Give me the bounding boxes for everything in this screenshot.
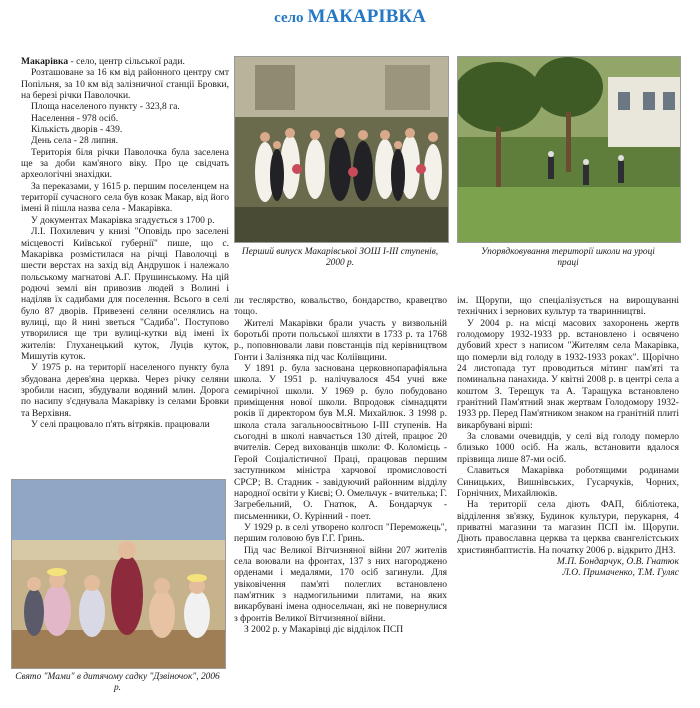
history-paragraph-2: За переказами, у 1615 р. першим поселенцем на території сучасного села був козак Макар, від його імені й пішла назва села - Макарівка. <box>21 180 229 215</box>
column-2-text <box>234 295 447 701</box>
page-title <box>0 6 700 28</box>
photo-graduates-caption: Перший випуск Макарівської ЗОШ І-ІІІ ступенів, 2000 р. <box>241 247 439 268</box>
war-paragraph: Під час Великої Вітчизняної війни 207 жителів села воювали на фронтах, 137 з них нагороджено орденами і медалями, 170 осіб загинули. Для увіковічення пам'яті полеглих встановлено пам'ятник з надмогильними плитами, на яких викарбувані імена односельчан, які не повернулися з фронтів Великої Вітчизняної війни. <box>234 544 447 624</box>
history-paragraph-4: Л.І. Похилевич у книзі "Оповідь про заселені місцевості Київської губернії" пише, що с. Макарівка розмістилася на річці Паволочці в шести верстах на захід від Андрушок і належало польському магнатові А.Г. Прушинському. На цій родючі землі він привозив людей з Волині і наділяв їх садибами для поселення. Всього в селі було 87 дворів. Привезені селяни оселялись на вулиці, що й нині зветься "Садиба". Поступово утворилися ще три вулиці-кутки від імені їх жителів: Глуханецький куток, Луців куток, Мишутів куток. <box>21 226 229 362</box>
authors-line-2: Л.О. Примаченко, Т.М. Гуляс <box>562 567 679 579</box>
school-paragraph: У 1891 р. була заснована церковнопарафіяльна школа. У 1951 р. налічувалося 454 учні вже семирічної школи. У 1969 р. було побудовано приміщення нової школи. Впродовж сімнадцяти років її директором був М.Я. Михайлюк. З 1998 р. школа стала загальноосвітньою І-ІІІ ступенів. На сьогодні в школі навчається 130 дітей, працює 20 вчителів. Серед вихованців школи: Ф. Коломієць - Герой Соціалістичної Праці, працював першим заступником міністра харчової промисловості СРСР; В. Стадник - завідуючий районним відділу народної освіти у Києві; О. Омельчук - вчителька; Г. Загребельний, О. Гнатюк, А. Бондарчук - письменники, О. Курінний - поет. <box>234 363 447 522</box>
population-line: Населення - 978 осіб. <box>31 112 119 124</box>
area-line: Площа населеного пункту - 323,8 га. <box>31 101 180 113</box>
photo-graduates-image <box>235 57 448 242</box>
photo-school-work-image <box>458 57 680 242</box>
intro-rest: - село, центр сільської ради. <box>68 56 185 67</box>
psp-paragraph: З 2002 р. у Макарівці діє відділок ПСП <box>244 623 404 635</box>
village-day-line: День села - 28 липня. <box>31 135 119 147</box>
photo-graduates <box>234 56 449 243</box>
history-paragraph-5: У 1975 р. на території населеного пункту була збудована дерев'яна церква. Через річку селяни зробили насип, збудували водяний млин. Дорога по насипу з'єднувала Макарівку із селами Бровки та Верхівня. <box>21 362 229 419</box>
history-paragraph-1: Територія біля річки Паволочка була заселена ще за доби кам'яного віку. Про це свідчать археологічні знахідки. <box>21 146 229 181</box>
photo-school-work-caption: Упорядковування території школи на уроці праці <box>481 247 655 268</box>
intro-paragraph <box>21 56 229 67</box>
photo-kindergarten <box>11 479 226 669</box>
uprising-paragraph: Жителі Макарівки брали участь у визвольній боротьбі проти польської шляхти в 1733 р. та 1768 р., поповнювали лави повстанців під керівництвом Гонти і Залізняка під час Коліївщини. <box>234 317 447 363</box>
title-village-name: МАКАРІВКА <box>307 6 426 27</box>
history-paragraph-3: У документах Макарівка згадується з 1700 р. <box>31 214 215 226</box>
authors-line-1: М.П. Бондарчук, О.В. Гнатюк <box>556 555 679 567</box>
holodomor-paragraph: У 2004 р. на місці масових захоронень жертв голодомору 1932-1933 рр. встановлено і освячено дубовий хрест з написом "Жителям села Макарівка, що померли від голоду в 1932-1933 роках". Щорічно 24 листопада тут проводиться мітинг пам'яті та поминальна панахида. У квітні 2008 р. в центрі села а коштом З. Терещук та А. Таращука встановлено гранітний Пам'ятний знак жертвам Голодомору 1932-1933 рр. Перед Пам'ятником знаком на гранітній плиті викарбувані вірші: <box>457 317 679 431</box>
photo-school-work <box>457 56 681 243</box>
families-paragraph: Славиться Макарівка роботящими родинами Синицьких, Вишнівських, Гусарчуків, Чорних, Горнічних, Михайлюків. <box>457 465 679 499</box>
column-3-text <box>457 295 679 701</box>
history-paragraph-6: У селі працювало п'ять вітряків. працювали <box>31 419 210 430</box>
famine-victims-paragraph: За словами очевидців, у селі від голоду померло близько 1000 осіб. На жаль, встановити вдалося прізвища лише 87-ми осіб. <box>457 431 679 465</box>
title-prefix: село <box>274 10 304 26</box>
infrastructure-paragraph: На території села діють ФАП, бібліотека, відділення зв'язку, Будинок культури, перукарня, 4 приватні магазини та магазин ПСП ім. Щорупи. Діють православна церква та церква євангелістських християнбаптистів. На початку 2006 р. відкрито ДНЗ. <box>457 499 679 556</box>
location-paragraph: Розташоване за 16 км від районного центру смт Попільня, за 10 км від залізничної станції Бровки, на березі річки Паволочки. <box>21 67 229 102</box>
village-name-bold: Макарівка <box>21 56 69 67</box>
kolhosp-paragraph: У 1929 р. в селі утворено колгосп "Переможець", першим головою був Г.Г. Гринь. <box>234 521 447 545</box>
psp-continued-paragraph: ім. Щорупи, що спеціалізується на вирощуванні технічних і зернових культур та тваринництві. <box>457 295 679 318</box>
photo-kindergarten-caption: Свято "Мами" в дитячому садку "Дзвіночок", 2006 р. <box>15 672 220 693</box>
crafts-paragraph: ли теслярство, ковальство, бондарство, кравецтво тощо. <box>234 295 447 318</box>
photo-kindergarten-image <box>12 480 225 668</box>
yards-line: Кількість дворів - 439. <box>31 124 123 136</box>
column-1-text <box>21 56 229 470</box>
